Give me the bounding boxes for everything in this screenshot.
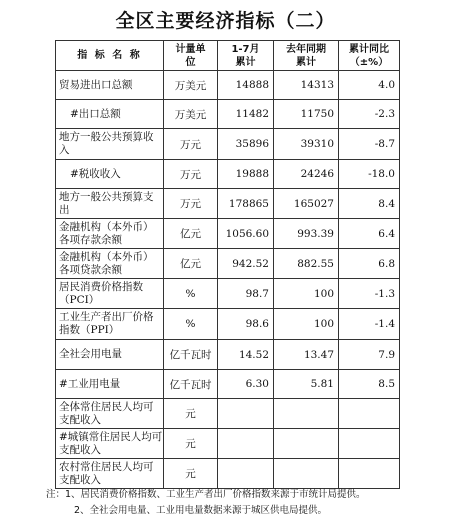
row-last-year: 882.55: [274, 249, 339, 279]
table-row: [56, 219, 400, 249]
footnotes: [46, 487, 446, 519]
row-last-year: 100: [274, 309, 339, 340]
row-growth: 4.0: [339, 71, 400, 100]
row-last-year: 5.81: [274, 370, 339, 399]
header-growth-text: 累计同比（±%）: [349, 43, 389, 68]
row-unit: 亿元: [164, 249, 218, 279]
table-row: [56, 340, 400, 370]
row-last-year: 24246: [274, 160, 339, 189]
row-name: 地方一般公共预算支出: [56, 189, 164, 219]
header-last-year-text: 去年同期累计: [286, 43, 326, 68]
table-row: [56, 429, 400, 459]
row-growth: -1.3: [339, 279, 400, 309]
row-unit: 万元: [164, 189, 218, 219]
row-current: [218, 459, 274, 489]
row-current: 11482: [218, 100, 274, 129]
row-name: 地方一般公共预算收入: [56, 129, 164, 160]
row-last-year: 13.47: [274, 340, 339, 370]
header-current-text: 1-7月累计: [231, 43, 260, 68]
row-growth: -18.0: [339, 160, 400, 189]
row-current: 6.30: [218, 370, 274, 399]
row-name: #出口总额: [56, 100, 164, 129]
footnote-2: 2、全社会用电量、工业用电量数据来源于城区供电局提供。: [74, 505, 328, 516]
row-last-year: [274, 459, 339, 489]
row-growth: -2.3: [339, 100, 400, 129]
footnote-1: 注：1、居民消费价格指数、工业生产者出厂价格指数来源于市统计局提供。: [46, 489, 366, 500]
row-growth: [339, 429, 400, 459]
row-current: 178865: [218, 189, 274, 219]
row-current: 98.6: [218, 309, 274, 340]
row-name: 全社会用电量: [56, 340, 164, 370]
row-current: 1056.60: [218, 219, 274, 249]
row-unit: %: [164, 279, 218, 309]
row-unit: 亿千瓦时: [164, 340, 218, 370]
row-last-year: 11750: [274, 100, 339, 129]
row-growth: 8.4: [339, 189, 400, 219]
page-title: 全区主要经济指标（二）: [115, 10, 336, 32]
header-unit-text: 计量单位: [175, 43, 206, 68]
header-current: [218, 41, 274, 71]
row-current: 98.7: [218, 279, 274, 309]
table-row: [56, 189, 400, 219]
row-unit: 万元: [164, 129, 218, 160]
row-unit: 亿元: [164, 219, 218, 249]
row-name: 金融机构（本外币）各项贷款余额: [56, 249, 164, 279]
row-unit: 元: [164, 459, 218, 489]
row-unit: 万美元: [164, 100, 218, 129]
header-name: 指 标 名 称: [56, 41, 164, 71]
indicator-table: [55, 40, 400, 489]
table-row: [56, 160, 400, 189]
row-growth: 6.4: [339, 219, 400, 249]
row-name: 贸易进出口总额: [56, 71, 164, 100]
row-unit: 万元: [164, 160, 218, 189]
row-growth: [339, 399, 400, 429]
row-current: 942.52: [218, 249, 274, 279]
row-growth: -8.7: [339, 129, 400, 160]
row-unit: 万美元: [164, 71, 218, 100]
row-name: 工业生产者出厂价格指数（PPI）: [56, 309, 164, 340]
row-last-year: 100: [274, 279, 339, 309]
table-row: [56, 249, 400, 279]
row-name: #工业用电量: [56, 370, 164, 399]
table-row: [56, 399, 400, 429]
table-header-row: [56, 41, 400, 71]
row-unit: 元: [164, 399, 218, 429]
row-last-year: 14313: [274, 71, 339, 100]
row-unit: 亿千瓦时: [164, 370, 218, 399]
header-last-year: [274, 41, 339, 71]
row-last-year: [274, 399, 339, 429]
header-growth: [339, 41, 400, 71]
row-name: 农村常住居民人均可支配收入: [56, 459, 164, 489]
row-unit: %: [164, 309, 218, 340]
row-last-year: [274, 429, 339, 459]
row-last-year: 39310: [274, 129, 339, 160]
row-growth: 8.5: [339, 370, 400, 399]
row-unit: 元: [164, 429, 218, 459]
table-row: [56, 459, 400, 489]
row-growth: -1.4: [339, 309, 400, 340]
row-growth: 6.8: [339, 249, 400, 279]
row-current: 19888: [218, 160, 274, 189]
table-row: [56, 309, 400, 340]
row-name: #税收收入: [56, 160, 164, 189]
row-current: 14.52: [218, 340, 274, 370]
table-row: [56, 370, 400, 399]
table-row: [56, 100, 400, 129]
row-current: [218, 429, 274, 459]
row-name: 居民消费价格指数（PCI）: [56, 279, 164, 309]
row-growth: [339, 459, 400, 489]
row-current: 14888: [218, 71, 274, 100]
row-name: 金融机构（本外币）各项存款余额: [56, 219, 164, 249]
row-name: #城镇常住居民人均可支配收入: [56, 429, 164, 459]
row-growth: 7.9: [339, 340, 400, 370]
table-row: [56, 129, 400, 160]
row-name: 全体常住居民人均可支配收入: [56, 399, 164, 429]
table-row: [56, 279, 400, 309]
header-unit: [164, 41, 218, 71]
row-current: [218, 399, 274, 429]
row-last-year: 165027: [274, 189, 339, 219]
row-last-year: 993.39: [274, 219, 339, 249]
table-row: [56, 71, 400, 100]
row-current: 35896: [218, 129, 274, 160]
